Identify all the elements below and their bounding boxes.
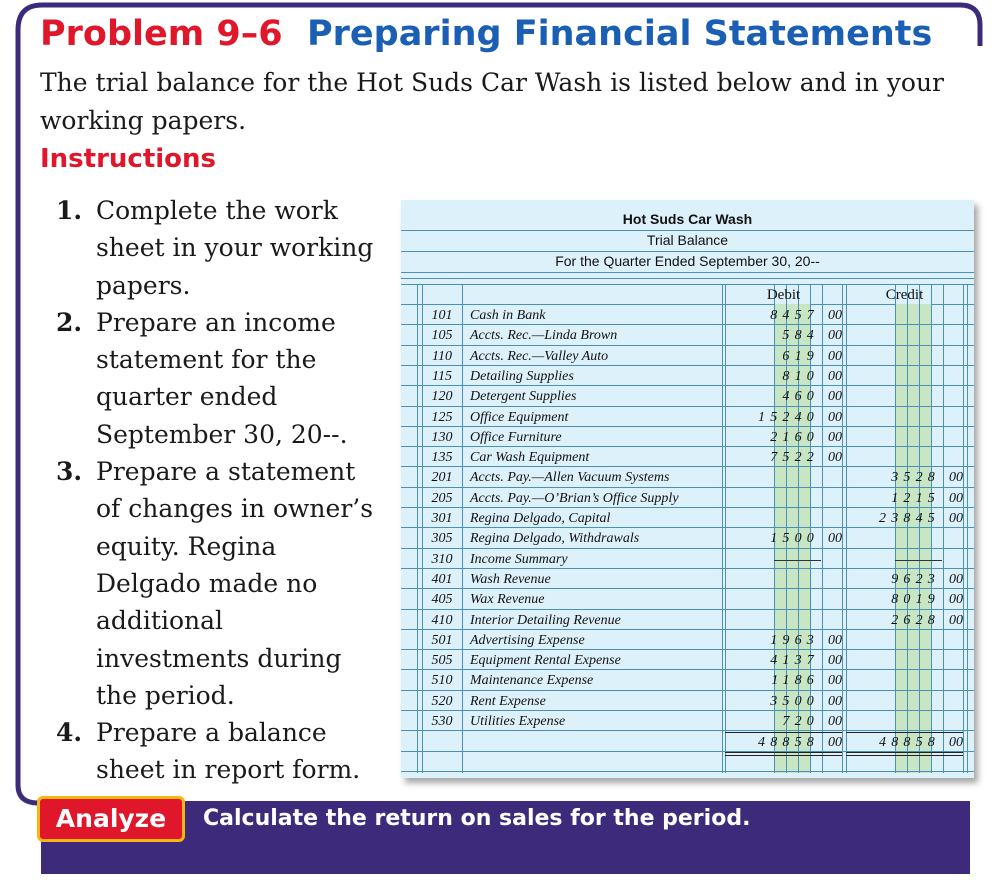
account-number: 520 <box>431 693 453 709</box>
table-row <box>401 509 974 529</box>
account-number: 505 <box>431 653 453 669</box>
rule <box>401 284 974 285</box>
zero-balance-dash <box>774 560 821 561</box>
credit-amount-cents: 00 <box>949 571 963 587</box>
account-name: Income Summary <box>470 551 568 567</box>
table-row <box>401 712 974 732</box>
account-name: Cash in Bank <box>470 308 546 323</box>
debit-amount-cents: 00 <box>828 632 842 648</box>
debit-amount-cents: 00 <box>828 348 842 364</box>
credit-amount-cents: 00 <box>949 490 963 506</box>
account-name: Accts. Rec.—Linda Brown <box>470 328 618 344</box>
account-name: Interior Detailing Revenue <box>470 612 621 628</box>
table-row <box>401 671 974 691</box>
account-name: Wash Revenue <box>470 571 551 587</box>
account-name: Wax Revenue <box>470 592 545 608</box>
debit-amount-dollars: 2160 <box>770 429 819 445</box>
debit-amount-dollars: 1186 <box>771 673 819 689</box>
table-row <box>401 489 974 509</box>
account-number: 405 <box>431 592 453 608</box>
account-name: Car Wash Equipment <box>470 450 590 466</box>
account-number: 125 <box>431 409 453 425</box>
rule <box>401 230 974 231</box>
debit-amount-cents: 00 <box>828 409 842 425</box>
credit-total-cents: 00 <box>949 735 963 751</box>
instruction-steps <box>56 192 376 789</box>
table-row <box>401 590 974 610</box>
problem-name: Preparing Financial Statements <box>306 14 933 54</box>
account-number: 105 <box>431 328 453 344</box>
table-row <box>401 631 974 651</box>
instructions-heading: Instructions <box>40 144 217 174</box>
debit-amount-dollars: 15240 <box>758 409 819 425</box>
account-number: 530 <box>431 714 453 729</box>
account-number: 410 <box>431 612 453 628</box>
account-name: Advertising Expense <box>470 632 585 648</box>
debit-amount-dollars: 460 <box>782 389 819 405</box>
debit-amount-cents: 00 <box>828 450 842 466</box>
credit-amount-dollars: 1215 <box>891 490 940 506</box>
table-row <box>401 651 974 671</box>
table-row <box>401 611 974 631</box>
debit-amount-cents: 00 <box>828 389 842 405</box>
debit-amount-cents: 00 <box>828 653 842 669</box>
table-row <box>401 570 974 590</box>
debit-amount-cents: 00 <box>828 693 842 709</box>
rule <box>401 272 974 273</box>
debit-amount-dollars: 810 <box>782 368 819 384</box>
statement-period: For the Quarter Ended September 30, 20-- <box>555 253 820 269</box>
debit-amount-cents: 00 <box>828 429 842 445</box>
table-row <box>401 692 974 712</box>
credit-amount-dollars: 23845 <box>879 511 940 526</box>
total-double-rule <box>846 755 963 756</box>
debit-amount-dollars: 584 <box>782 328 819 344</box>
debit-amount-dollars: 1500 <box>770 531 819 547</box>
rule <box>401 251 974 252</box>
table-row <box>401 468 974 488</box>
table-row <box>401 448 974 468</box>
account-number: 301 <box>431 511 453 526</box>
debit-amount-dollars: 720 <box>782 714 819 729</box>
credit-amount-cents: 00 <box>949 592 963 608</box>
debit-amount-cents: 00 <box>828 328 842 344</box>
account-number: 135 <box>431 450 453 466</box>
account-name: Regina Delgado, Capital <box>470 511 611 526</box>
trial-balance-sheet <box>401 200 974 778</box>
debit-amount-cents: 00 <box>828 308 842 323</box>
account-number: 205 <box>431 490 453 506</box>
account-name: Detergent Supplies <box>470 389 577 405</box>
intro-text: The trial balance for the Hot Suds Car Wash is listed below and in your working papers. <box>40 68 944 135</box>
debit-amount-dollars: 8457 <box>770 308 819 323</box>
account-name: Accts. Pay.—Allen Vacuum Systems <box>470 470 670 486</box>
account-name: Accts. Pay.—O’Brian’s Office Supply <box>470 490 679 506</box>
statement-name: Trial Balance <box>646 232 729 248</box>
account-number: 510 <box>431 673 453 689</box>
total-double-rule <box>725 752 842 753</box>
table-row <box>401 428 974 448</box>
credit-amount-dollars: 3528 <box>891 470 940 486</box>
frame-left-border <box>18 5 42 803</box>
table-row <box>401 367 974 387</box>
rule <box>401 304 974 305</box>
debit-amount-dollars: 619 <box>782 348 819 364</box>
table-row <box>401 347 974 367</box>
analyze-text: Calculate the return on sales for the period. <box>203 806 751 831</box>
credit-total-dollars: 48858 <box>879 735 940 751</box>
debit-amount-cents: 00 <box>828 368 842 384</box>
account-name: Utilities Expense <box>470 714 566 729</box>
account-name: Office Equipment <box>470 409 569 425</box>
table-row <box>401 387 974 407</box>
total-double-rule <box>846 752 963 753</box>
account-number: 110 <box>432 348 452 364</box>
credit-amount-dollars: 9623 <box>891 571 940 587</box>
row-rule <box>401 771 974 772</box>
step-4: 4. Prepare a balance sheet in report form. <box>56 718 361 785</box>
debit-amount-dollars: 4137 <box>770 653 819 669</box>
credit-header: Credit <box>885 287 924 303</box>
rule <box>401 278 974 279</box>
totals-values <box>401 733 974 753</box>
debit-amount-dollars: 3500 <box>770 693 819 709</box>
debit-total-dollars: 48858 <box>758 735 819 751</box>
step-3: 3. Prepare a statement of changes in owner’s equity. Regina Delgado made no additional investments during the period. <box>56 457 374 710</box>
credit-amount-cents: 00 <box>949 511 963 526</box>
company-name: Hot Suds Car Wash <box>622 211 753 227</box>
account-name: Regina Delgado, Withdrawals <box>470 531 640 547</box>
step-2: 2. Prepare an income statement for the quarter ended September 30, 20--. <box>56 307 348 449</box>
credit-amount-dollars: 8019 <box>891 592 940 608</box>
total-single-rule <box>725 732 842 733</box>
account-number: 310 <box>431 551 453 567</box>
credit-amount-cents: 00 <box>949 612 963 628</box>
account-name: Equipment Rental Expense <box>470 653 621 669</box>
account-number: 120 <box>431 389 453 405</box>
account-name: Detailing Supplies <box>470 368 574 384</box>
total-double-rule <box>725 755 842 756</box>
table-row <box>401 306 974 326</box>
table-row <box>401 529 974 549</box>
debit-amount-cents: 00 <box>828 673 842 689</box>
account-number: 305 <box>431 531 453 547</box>
account-name: Rent Expense <box>470 693 546 709</box>
table-row <box>401 326 974 346</box>
step-1: 1. Complete the work sheet in your working papers. <box>56 196 374 300</box>
table-row <box>401 408 974 428</box>
debit-amount-cents: 00 <box>828 714 842 729</box>
analyze-badge: Analyze <box>37 796 185 842</box>
debit-amount-dollars: 1963 <box>770 632 819 648</box>
account-number: 201 <box>431 470 453 486</box>
zero-balance-dash <box>895 560 942 561</box>
credit-amount-cents: 00 <box>949 470 963 486</box>
debit-amount-cents: 00 <box>828 531 842 547</box>
problem-number: Problem 9–6 <box>40 14 283 54</box>
debit-amount-dollars: 7522 <box>770 450 819 466</box>
account-number: 115 <box>432 368 452 384</box>
account-number: 130 <box>431 429 453 445</box>
account-number: 101 <box>431 308 453 323</box>
account-name: Accts. Rec.—Valley Auto <box>470 348 609 364</box>
account-name: Maintenance Expense <box>470 673 594 689</box>
table-row <box>401 550 974 570</box>
total-single-rule <box>846 732 963 733</box>
debit-total-cents: 00 <box>828 735 842 751</box>
account-number: 401 <box>431 571 453 587</box>
account-number: 501 <box>431 632 453 648</box>
credit-amount-dollars: 2628 <box>891 612 940 628</box>
account-name: Office Furniture <box>470 429 562 445</box>
problem-title <box>40 14 932 54</box>
debit-header: Debit <box>766 287 801 303</box>
